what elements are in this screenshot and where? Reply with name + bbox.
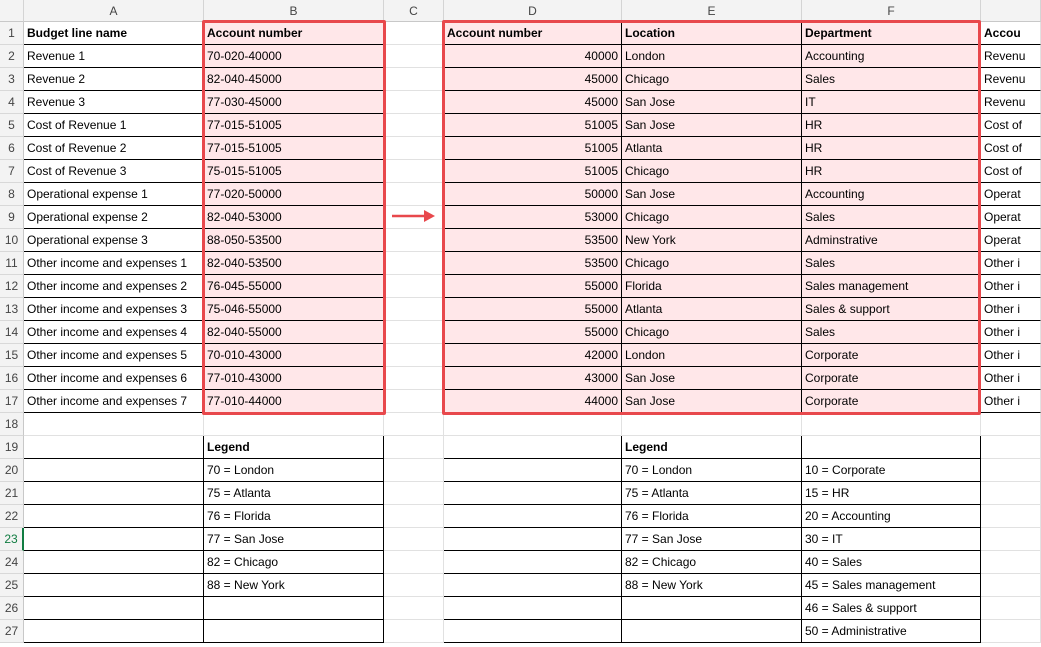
department-cell[interactable]: Accounting bbox=[802, 45, 981, 68]
account-g-cell[interactable]: Revenu bbox=[981, 91, 1041, 114]
account-number-cell[interactable]: 75-046-55000 bbox=[204, 298, 384, 321]
empty-cell[interactable] bbox=[204, 597, 384, 620]
account-g-cell[interactable]: Operat bbox=[981, 183, 1041, 206]
location-cell[interactable]: New York bbox=[622, 229, 802, 252]
empty-cell[interactable] bbox=[444, 436, 622, 459]
row-header-27[interactable]: 27 bbox=[0, 620, 24, 643]
empty-cell[interactable] bbox=[384, 620, 444, 643]
empty-cell[interactable] bbox=[384, 22, 444, 45]
empty-cell[interactable] bbox=[981, 528, 1041, 551]
empty-cell[interactable] bbox=[981, 505, 1041, 528]
row-header-20[interactable]: 20 bbox=[0, 459, 24, 482]
empty-cell[interactable] bbox=[24, 620, 204, 643]
legend-left-item[interactable]: 76 = Florida bbox=[204, 505, 384, 528]
row-header-6[interactable]: 6 bbox=[0, 137, 24, 160]
budget-line-cell[interactable]: Operational expense 1 bbox=[24, 183, 204, 206]
location-cell[interactable]: Chicago bbox=[622, 321, 802, 344]
account-g-cell[interactable]: Other i bbox=[981, 367, 1041, 390]
account-number-cell[interactable]: 77-015-51005 bbox=[204, 137, 384, 160]
header-location[interactable]: Location bbox=[622, 22, 802, 45]
account-g-cell[interactable]: Cost of bbox=[981, 114, 1041, 137]
empty-cell[interactable] bbox=[444, 482, 622, 505]
column-header-a[interactable]: A bbox=[24, 0, 204, 22]
empty-cell[interactable] bbox=[384, 574, 444, 597]
header-department[interactable]: Department bbox=[802, 22, 981, 45]
department-cell[interactable]: Sales bbox=[802, 68, 981, 91]
account-number-cell[interactable]: 82-040-45000 bbox=[204, 68, 384, 91]
column-header-d[interactable]: D bbox=[444, 0, 622, 22]
empty-cell[interactable] bbox=[444, 459, 622, 482]
row-header-2[interactable]: 2 bbox=[0, 45, 24, 68]
empty-cell[interactable] bbox=[444, 551, 622, 574]
budget-line-cell[interactable]: Revenue 3 bbox=[24, 91, 204, 114]
location-cell[interactable]: San Jose bbox=[622, 183, 802, 206]
budget-line-cell[interactable]: Revenue 1 bbox=[24, 45, 204, 68]
column-header-b[interactable]: B bbox=[204, 0, 384, 22]
legend-department-item[interactable]: 20 = Accounting bbox=[802, 505, 981, 528]
arrow-head bbox=[424, 210, 435, 222]
account-number-cell[interactable]: 77-020-50000 bbox=[204, 183, 384, 206]
budget-line-cell[interactable]: Other income and expenses 4 bbox=[24, 321, 204, 344]
budget-line-cell[interactable]: Operational expense 2 bbox=[24, 206, 204, 229]
legend-left-item[interactable]: 77 = San Jose bbox=[204, 528, 384, 551]
empty-cell[interactable] bbox=[384, 298, 444, 321]
account-code-cell[interactable]: 40000 bbox=[444, 45, 622, 68]
empty-cell[interactable] bbox=[384, 91, 444, 114]
department-cell[interactable]: Sales bbox=[802, 252, 981, 275]
empty-cell[interactable] bbox=[384, 183, 444, 206]
row-header-24[interactable]: 24 bbox=[0, 551, 24, 574]
budget-line-cell[interactable]: Cost of Revenue 3 bbox=[24, 160, 204, 183]
empty-cell[interactable] bbox=[384, 229, 444, 252]
empty-cell[interactable] bbox=[384, 597, 444, 620]
account-code-cell[interactable]: 44000 bbox=[444, 390, 622, 413]
empty-cell[interactable] bbox=[24, 551, 204, 574]
legend-location-item[interactable]: 76 = Florida bbox=[622, 505, 802, 528]
department-cell[interactable]: Corporate bbox=[802, 344, 981, 367]
location-cell[interactable]: San Jose bbox=[622, 91, 802, 114]
row-header-9[interactable]: 9 bbox=[0, 206, 24, 229]
empty-cell[interactable] bbox=[384, 114, 444, 137]
column-header-c[interactable]: C bbox=[384, 0, 444, 22]
account-code-cell[interactable]: 45000 bbox=[444, 91, 622, 114]
account-code-cell[interactable]: 51005 bbox=[444, 160, 622, 183]
account-code-cell[interactable]: 55000 bbox=[444, 321, 622, 344]
location-cell[interactable]: London bbox=[622, 45, 802, 68]
empty-cell[interactable] bbox=[981, 436, 1041, 459]
row-header-14[interactable]: 14 bbox=[0, 321, 24, 344]
header-budget-line-name[interactable]: Budget line name bbox=[24, 22, 204, 45]
legend-department-item[interactable]: 30 = IT bbox=[802, 528, 981, 551]
account-number-cell[interactable]: 88-050-53500 bbox=[204, 229, 384, 252]
location-cell[interactable]: Atlanta bbox=[622, 137, 802, 160]
select-all-corner[interactable] bbox=[0, 0, 24, 22]
account-code-cell[interactable]: 53000 bbox=[444, 206, 622, 229]
account-number-cell[interactable]: 75-015-51005 bbox=[204, 160, 384, 183]
location-cell[interactable]: San Jose bbox=[622, 367, 802, 390]
legend-location-item[interactable]: 77 = San Jose bbox=[622, 528, 802, 551]
account-g-cell[interactable]: Other i bbox=[981, 252, 1041, 275]
empty-cell[interactable] bbox=[384, 252, 444, 275]
column-header-e[interactable]: E bbox=[622, 0, 802, 22]
location-cell[interactable]: Chicago bbox=[622, 206, 802, 229]
department-cell[interactable]: Sales & support bbox=[802, 298, 981, 321]
department-cell[interactable]: Corporate bbox=[802, 390, 981, 413]
row-header-10[interactable]: 10 bbox=[0, 229, 24, 252]
right-arrow-icon bbox=[390, 209, 436, 223]
account-code-cell[interactable]: 51005 bbox=[444, 114, 622, 137]
legend-department-item[interactable]: 45 = Sales management bbox=[802, 574, 981, 597]
location-cell[interactable]: San Jose bbox=[622, 114, 802, 137]
location-cell[interactable]: San Jose bbox=[622, 390, 802, 413]
row-header-5[interactable]: 5 bbox=[0, 114, 24, 137]
account-code-cell[interactable]: 55000 bbox=[444, 298, 622, 321]
account-g-cell[interactable]: Revenu bbox=[981, 45, 1041, 68]
empty-cell[interactable] bbox=[384, 459, 444, 482]
location-cell[interactable]: Chicago bbox=[622, 160, 802, 183]
row-header-11[interactable]: 11 bbox=[0, 252, 24, 275]
row-header-1[interactable]: 1 bbox=[0, 22, 24, 45]
account-g-cell[interactable]: Operat bbox=[981, 229, 1041, 252]
empty-cell[interactable] bbox=[444, 528, 622, 551]
account-code-cell[interactable]: 53500 bbox=[444, 229, 622, 252]
budget-line-cell[interactable]: Other income and expenses 2 bbox=[24, 275, 204, 298]
row-header-4[interactable]: 4 bbox=[0, 91, 24, 114]
empty-cell[interactable] bbox=[24, 505, 204, 528]
account-g-cell[interactable]: Operat bbox=[981, 206, 1041, 229]
row-header-15[interactable]: 15 bbox=[0, 344, 24, 367]
empty-cell[interactable] bbox=[622, 597, 802, 620]
empty-cell[interactable] bbox=[981, 620, 1041, 643]
budget-line-cell[interactable]: Other income and expenses 3 bbox=[24, 298, 204, 321]
location-cell[interactable]: Chicago bbox=[622, 68, 802, 91]
empty-cell[interactable] bbox=[384, 413, 444, 436]
empty-cell[interactable] bbox=[384, 436, 444, 459]
account-code-cell[interactable]: 53500 bbox=[444, 252, 622, 275]
legend-left-item[interactable]: 88 = New York bbox=[204, 574, 384, 597]
empty-cell[interactable] bbox=[384, 551, 444, 574]
row-header-22[interactable]: 22 bbox=[0, 505, 24, 528]
legend-department-item[interactable]: 10 = Corporate bbox=[802, 459, 981, 482]
empty-cell[interactable] bbox=[622, 413, 802, 436]
legend-department-item[interactable]: 46 = Sales & support bbox=[802, 597, 981, 620]
location-cell[interactable]: Atlanta bbox=[622, 298, 802, 321]
account-number-cell[interactable]: 77-010-43000 bbox=[204, 367, 384, 390]
department-cell[interactable]: Adminstrative bbox=[802, 229, 981, 252]
legend-left-item[interactable]: 82 = Chicago bbox=[204, 551, 384, 574]
column-header-f[interactable]: F bbox=[802, 0, 981, 22]
legend-right-title[interactable]: Legend bbox=[622, 436, 802, 459]
legend-location-item[interactable]: 70 = London bbox=[622, 459, 802, 482]
empty-cell[interactable] bbox=[24, 528, 204, 551]
budget-line-cell[interactable]: Other income and expenses 5 bbox=[24, 344, 204, 367]
empty-cell[interactable] bbox=[204, 620, 384, 643]
row-header-26[interactable]: 26 bbox=[0, 597, 24, 620]
budget-line-cell[interactable]: Operational expense 3 bbox=[24, 229, 204, 252]
row-header-21[interactable]: 21 bbox=[0, 482, 24, 505]
legend-department-item[interactable]: 50 = Administrative bbox=[802, 620, 981, 643]
department-cell[interactable]: Sales management bbox=[802, 275, 981, 298]
account-g-cell[interactable]: Cost of bbox=[981, 160, 1041, 183]
account-g-cell[interactable]: Other i bbox=[981, 275, 1041, 298]
empty-cell[interactable] bbox=[24, 482, 204, 505]
location-cell[interactable]: Chicago bbox=[622, 252, 802, 275]
empty-cell[interactable] bbox=[24, 459, 204, 482]
account-number-cell[interactable]: 82-040-53500 bbox=[204, 252, 384, 275]
empty-cell[interactable] bbox=[24, 574, 204, 597]
empty-cell[interactable] bbox=[802, 436, 981, 459]
account-number-cell[interactable]: 77-010-44000 bbox=[204, 390, 384, 413]
department-cell[interactable]: Sales bbox=[802, 321, 981, 344]
empty-cell[interactable] bbox=[981, 574, 1041, 597]
legend-department-item[interactable]: 40 = Sales bbox=[802, 551, 981, 574]
empty-cell[interactable] bbox=[384, 137, 444, 160]
legend-location-item[interactable]: 82 = Chicago bbox=[622, 551, 802, 574]
row-header-3[interactable]: 3 bbox=[0, 68, 24, 91]
account-g-cell[interactable]: Other i bbox=[981, 321, 1041, 344]
empty-cell[interactable] bbox=[384, 367, 444, 390]
empty-cell[interactable] bbox=[24, 597, 204, 620]
legend-location-item[interactable]: 88 = New York bbox=[622, 574, 802, 597]
empty-cell[interactable] bbox=[444, 620, 622, 643]
account-code-cell[interactable]: 43000 bbox=[444, 367, 622, 390]
budget-line-cell[interactable]: Other income and expenses 1 bbox=[24, 252, 204, 275]
empty-cell[interactable] bbox=[444, 505, 622, 528]
budget-line-cell[interactable]: Revenue 2 bbox=[24, 68, 204, 91]
department-cell[interactable]: HR bbox=[802, 160, 981, 183]
header-account-g[interactable]: Accou bbox=[981, 22, 1041, 45]
location-cell[interactable]: London bbox=[622, 344, 802, 367]
legend-left-item[interactable]: 70 = London bbox=[204, 459, 384, 482]
empty-cell[interactable] bbox=[384, 344, 444, 367]
header-account-number-d[interactable]: Account number bbox=[444, 22, 622, 45]
empty-cell[interactable] bbox=[444, 574, 622, 597]
empty-cell[interactable] bbox=[384, 390, 444, 413]
row-header-23[interactable]: 23 bbox=[0, 528, 24, 551]
account-code-cell[interactable]: 55000 bbox=[444, 275, 622, 298]
account-g-cell[interactable]: Other i bbox=[981, 390, 1041, 413]
row-header-18[interactable]: 18 bbox=[0, 413, 24, 436]
empty-cell[interactable] bbox=[384, 160, 444, 183]
column-header-g[interactable] bbox=[981, 0, 1041, 22]
budget-line-cell[interactable]: Other income and expenses 7 bbox=[24, 390, 204, 413]
empty-cell[interactable] bbox=[384, 321, 444, 344]
account-code-cell[interactable]: 51005 bbox=[444, 137, 622, 160]
empty-cell[interactable] bbox=[204, 413, 384, 436]
empty-cell[interactable] bbox=[384, 68, 444, 91]
department-cell[interactable]: IT bbox=[802, 91, 981, 114]
empty-cell[interactable] bbox=[981, 597, 1041, 620]
empty-cell[interactable] bbox=[981, 413, 1041, 436]
empty-cell[interactable] bbox=[622, 620, 802, 643]
account-code-cell[interactable]: 42000 bbox=[444, 344, 622, 367]
location-cell[interactable]: Florida bbox=[622, 275, 802, 298]
account-g-cell[interactable]: Other i bbox=[981, 344, 1041, 367]
empty-cell[interactable] bbox=[444, 413, 622, 436]
empty-cell[interactable] bbox=[802, 413, 981, 436]
legend-left-title[interactable]: Legend bbox=[204, 436, 384, 459]
account-number-cell[interactable]: 70-020-40000 bbox=[204, 45, 384, 68]
empty-cell[interactable] bbox=[384, 45, 444, 68]
legend-location-item[interactable]: 75 = Atlanta bbox=[622, 482, 802, 505]
empty-cell[interactable] bbox=[444, 597, 622, 620]
empty-cell[interactable] bbox=[384, 505, 444, 528]
department-cell[interactable]: Sales bbox=[802, 206, 981, 229]
department-cell[interactable]: HR bbox=[802, 137, 981, 160]
empty-cell[interactable] bbox=[24, 436, 204, 459]
empty-cell[interactable] bbox=[384, 482, 444, 505]
row-header-17[interactable]: 17 bbox=[0, 390, 24, 413]
row-header-25[interactable]: 25 bbox=[0, 574, 24, 597]
empty-cell[interactable] bbox=[24, 413, 204, 436]
account-g-cell[interactable]: Other i bbox=[981, 298, 1041, 321]
empty-cell[interactable] bbox=[981, 482, 1041, 505]
account-code-cell[interactable]: 50000 bbox=[444, 183, 622, 206]
empty-cell[interactable] bbox=[981, 459, 1041, 482]
account-number-cell[interactable]: 82-040-53000 bbox=[204, 206, 384, 229]
empty-cell[interactable] bbox=[384, 528, 444, 551]
row-header-16[interactable]: 16 bbox=[0, 367, 24, 390]
empty-cell[interactable] bbox=[384, 275, 444, 298]
account-code-cell[interactable]: 45000 bbox=[444, 68, 622, 91]
empty-cell[interactable] bbox=[981, 551, 1041, 574]
budget-line-cell[interactable]: Other income and expenses 6 bbox=[24, 367, 204, 390]
account-number-cell[interactable]: 70-010-43000 bbox=[204, 344, 384, 367]
row-header-19[interactable]: 19 bbox=[0, 436, 24, 459]
department-cell[interactable]: Corporate bbox=[802, 367, 981, 390]
row-header-8[interactable]: 8 bbox=[0, 183, 24, 206]
budget-line-cell[interactable]: Cost of Revenue 2 bbox=[24, 137, 204, 160]
row-header-12[interactable]: 12 bbox=[0, 275, 24, 298]
legend-left-item[interactable]: 75 = Atlanta bbox=[204, 482, 384, 505]
account-number-cell[interactable]: 82-040-55000 bbox=[204, 321, 384, 344]
account-number-cell[interactable]: 77-030-45000 bbox=[204, 91, 384, 114]
account-g-cell[interactable]: Revenu bbox=[981, 68, 1041, 91]
legend-department-item[interactable]: 15 = HR bbox=[802, 482, 981, 505]
account-number-cell[interactable]: 77-015-51005 bbox=[204, 114, 384, 137]
budget-line-cell[interactable]: Cost of Revenue 1 bbox=[24, 114, 204, 137]
account-g-cell[interactable]: Cost of bbox=[981, 137, 1041, 160]
account-number-cell[interactable]: 76-045-55000 bbox=[204, 275, 384, 298]
row-header-13[interactable]: 13 bbox=[0, 298, 24, 321]
department-cell[interactable]: HR bbox=[802, 114, 981, 137]
row-header-7[interactable]: 7 bbox=[0, 160, 24, 183]
department-cell[interactable]: Accounting bbox=[802, 183, 981, 206]
header-account-number-b[interactable]: Account number bbox=[204, 22, 384, 45]
